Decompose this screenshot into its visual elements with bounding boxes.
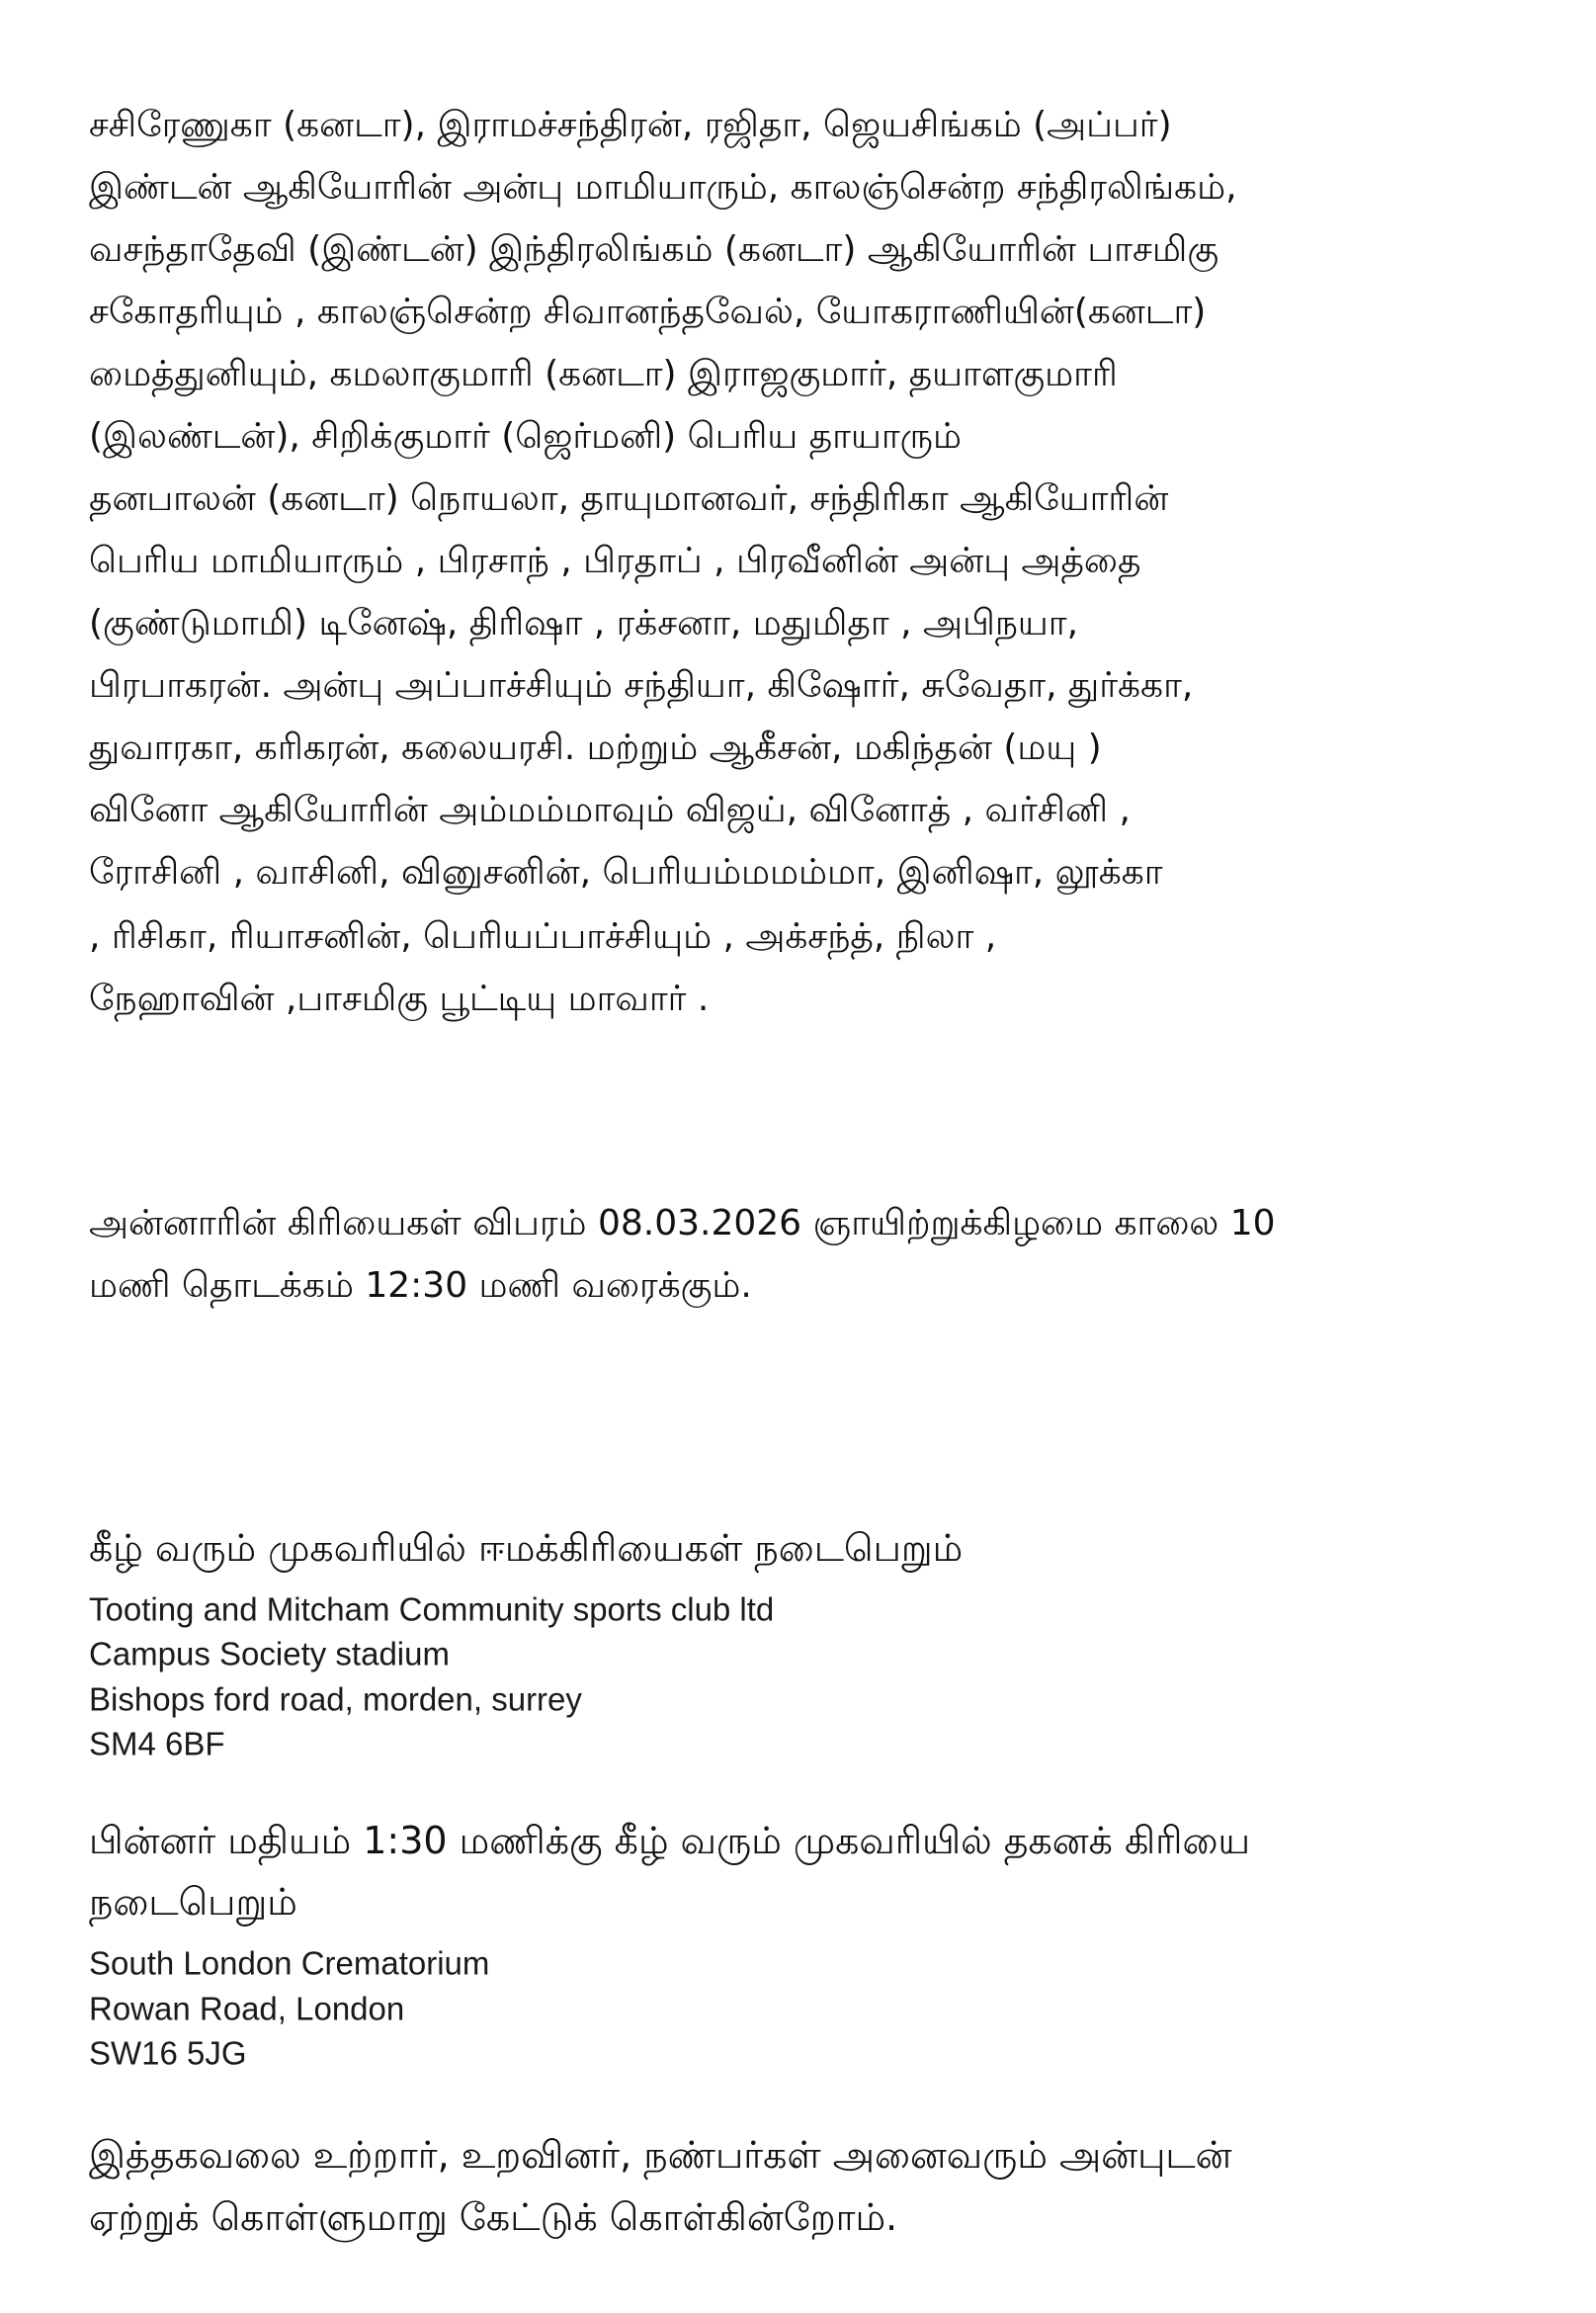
relatives-line: வினோ ஆகியோரின் அம்மம்மாவும் விஜய், வினோத் , வர்சினி , (89, 790, 1131, 830)
relatives-line: , ரிசிகா, ரியாசனின், பெரியப்பாச்சியும் , அக்சந்த், நிலா , (89, 916, 997, 957)
relatives-line: பெரிய மாமியாரும் , பிரசாந் , பிரதாப் , பிரவீனின் அன்பு அத்தை (89, 541, 1141, 581)
closing-note-line: இத்தகவலை உற்றார், உறவினர், நண்பர்கள் அனைவரும் அன்புடன் (89, 2133, 1232, 2177)
cremation-address-line: Rowan Road, London (89, 1990, 405, 2027)
cremation-address-line: South London Crematorium (89, 1944, 490, 1982)
ceremony-address-line: Campus Society stadium (89, 1635, 450, 1672)
relatives-line: பிரபாகரன். அன்பு அப்பாச்சியும் சந்தியா, கிஷோர், சுவேதா, துர்க்கா, (89, 665, 1194, 706)
relatives-line: நேஹாவின் ,பாசமிகு பூட்டியு மாவார் . (89, 979, 710, 1019)
cremation-postcode: SW16 5JG (89, 2034, 247, 2072)
relatives-line: தனபாலன் (கனடா) நொயலா, தாயுமானவர், சந்திரிகா ஆகியோரின் (89, 478, 1169, 519)
closing-note-line: ஏற்றுக் கொள்ளுமாறு கேட்டுக் கொள்கின்றோம். (89, 2195, 898, 2239)
relatives-line: சசிரேணுகா (கனடா), இராமச்சந்திரன், ரஜிதா, ஜெயசிங்கம் (அப்பர்) (89, 105, 1172, 145)
relatives-line: ரோசினி , வாசினி, வினுசனின், பெரியம்மமம்மா, இனிஷா, லூக்கா (89, 852, 1163, 893)
relatives-line: (குண்டுமாமி) டினேஷ், திரிஷா , ரக்சனா, மதுமிதா , அபிநயா, (89, 603, 1079, 643)
relatives-line: மைத்துனியும், கமலாகுமாரி (கனடா) இராஜகுமார், தயாளகுமாரி (89, 354, 1118, 394)
relatives-line: வசந்தாதேவி (இண்டன்) இந்திரலிங்கம் (கனடா) ஆகியோரின் பாசமிகு (89, 229, 1219, 270)
ceremony-venue-heading: கீழ் வரும் முகவரியில் ஈமக்கிரியைகள் நடைபெறும் (89, 1526, 964, 1570)
ceremony-postcode: SM4 6BF (89, 1725, 225, 1762)
relatives-line: சகோதரியும் , காலஞ்சென்ற சிவானந்தவேல், யோகராணியின்(கனடா) (89, 292, 1207, 332)
relatives-line: இண்டன் ஆகியோரின் அன்பு மாமியாரும், காலஞ்சென்ற சந்திரலிங்கம், (89, 167, 1237, 208)
cremation-venue-heading: நடைபெறும் (89, 1880, 297, 1924)
relatives-line: துவாரகா, கரிகரன், கலையரசி. மற்றும் ஆகீசன், மகிந்தன் (மயு ) (89, 728, 1102, 768)
cremation-venue-heading: பின்னர் மதியம் 1:30 மணிக்கு கீழ் வரும் முகவரியில் தகனக் கிரியை (89, 1819, 1251, 1862)
funeral-details-line: அன்னாரின் கிரியைகள் விபரம் 08.03.2026 ஞாயிற்றுக்கிழமை காலை 10 (89, 1203, 1276, 1243)
funeral-details-line: மணி தொடக்கம் 12:30 மணி வரைக்கும். (89, 1265, 752, 1306)
relatives-line: (இலண்டன்), சிறிக்குமார் (ஜெர்மனி) பெரிய தாயாரும் (89, 416, 962, 457)
ceremony-address-line: Tooting and Mitcham Community sports club ltd (89, 1590, 775, 1628)
ceremony-address-line: Bishops ford road, morden, surrey (89, 1680, 582, 1718)
